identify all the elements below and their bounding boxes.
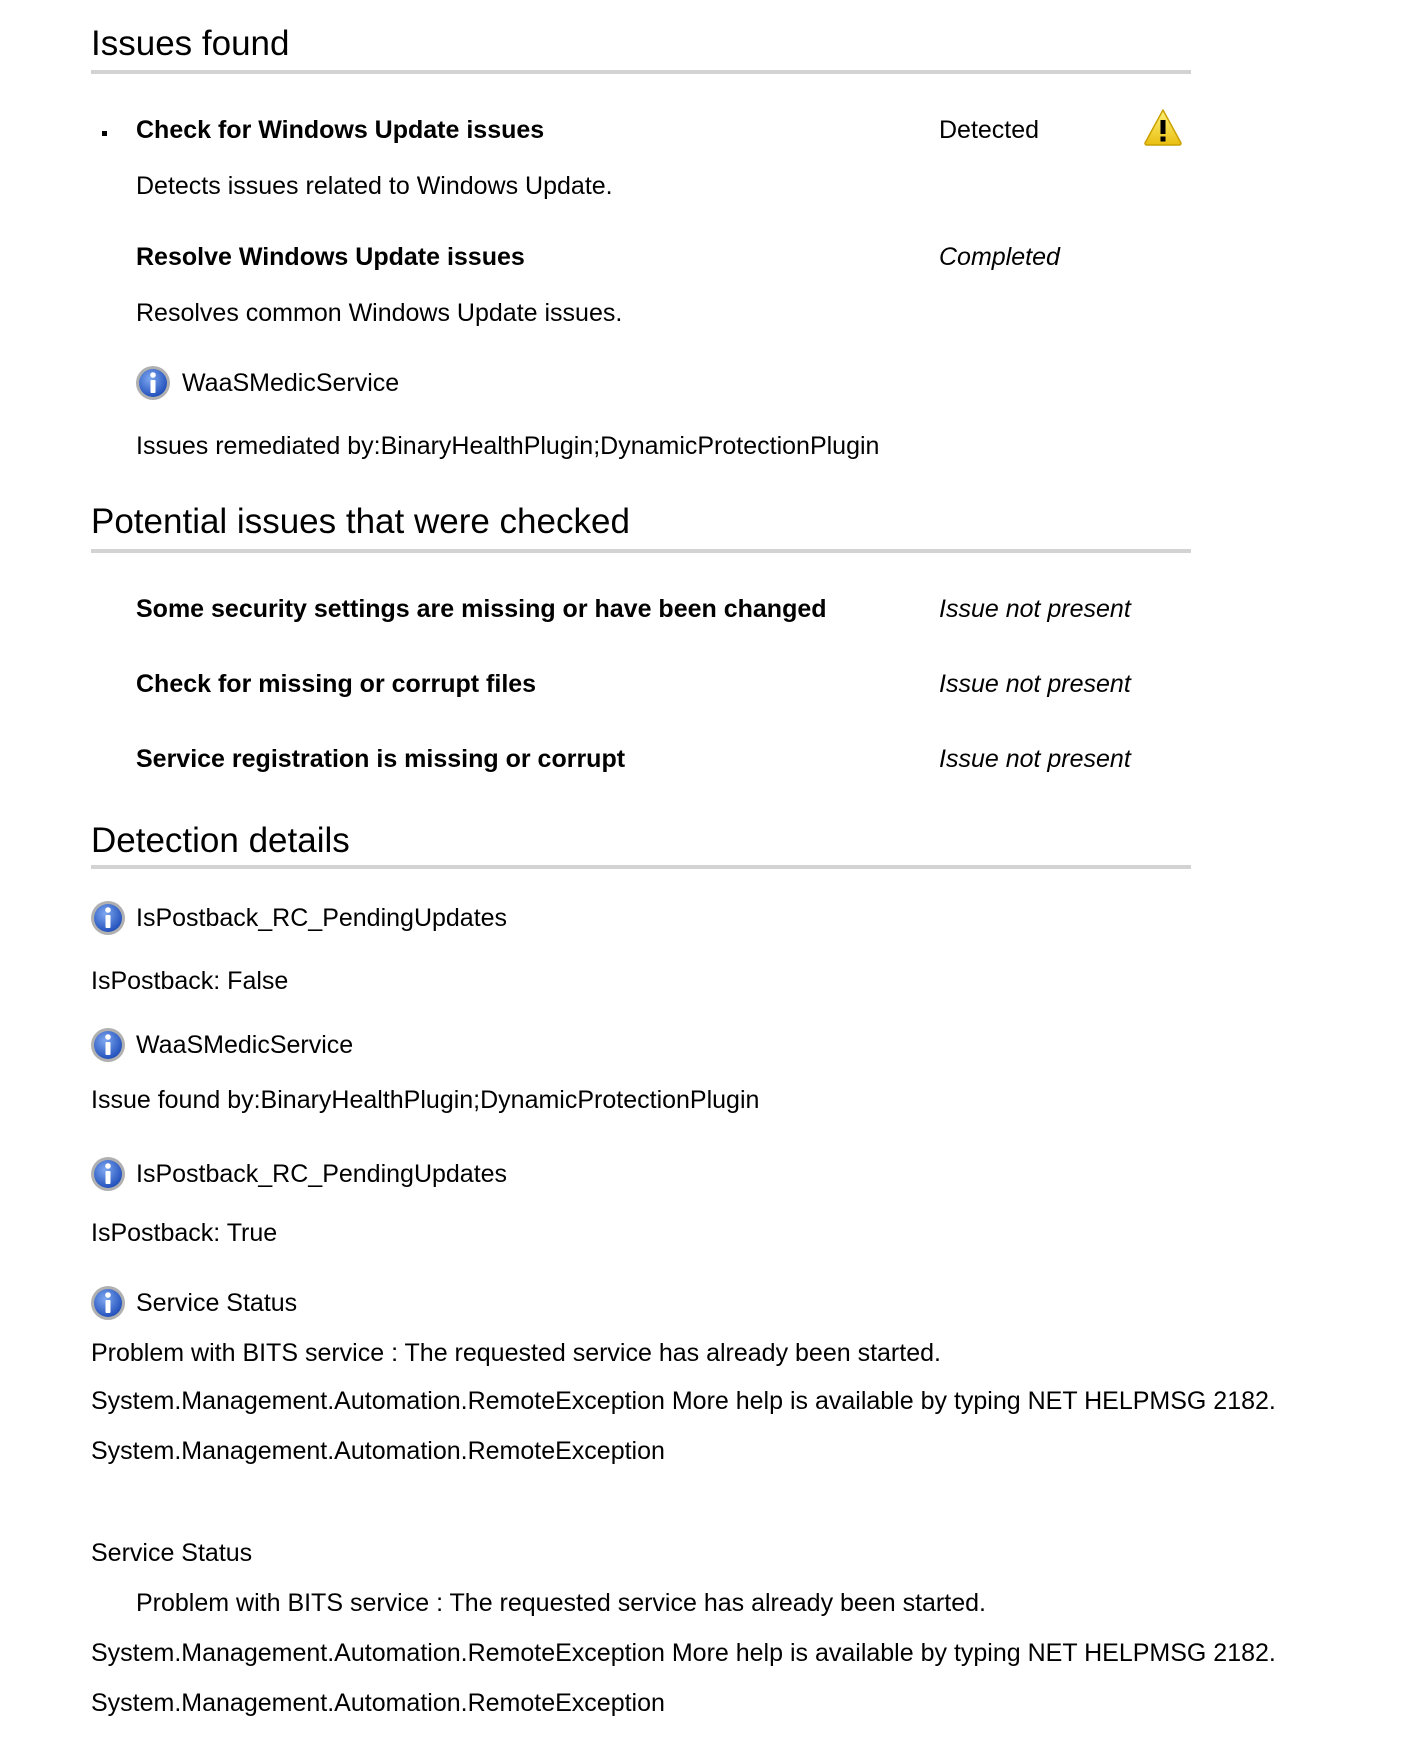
bullet-marker: [102, 131, 107, 136]
check-title: Some security settings are missing or have been changed: [136, 595, 827, 623]
info-icon: [135, 365, 171, 401]
issue-description: Detects issues related to Windows Update.: [136, 172, 613, 200]
section-divider: [91, 549, 1191, 553]
info-title: WaaSMedicService: [182, 369, 400, 397]
detail-line: System.Management.Automation.RemoteException: [91, 1437, 665, 1465]
section-divider: [91, 865, 1191, 869]
plain-block-line: Problem with BITS service : The requested service has already been started.: [136, 1589, 986, 1617]
detail-text: Issue found by:BinaryHealthPlugin;DynamicProtectionPlugin: [91, 1086, 760, 1114]
plain-block-title: Service Status: [91, 1539, 253, 1567]
check-status: Issue not present: [939, 595, 1131, 623]
plain-block-line: System.Management.Automation.RemoteException More help is available by typing NET HELPMSG 2182.: [91, 1639, 1276, 1667]
detail-title: IsPostback_RC_PendingUpdates: [136, 1160, 508, 1188]
detail-line: System.Management.Automation.RemoteException More help is available by typing NET HELPMSG 2182.: [91, 1387, 1276, 1415]
detail-title: Service Status: [136, 1289, 298, 1317]
detail-text: IsPostback: False: [91, 967, 289, 995]
check-status: Issue not present: [939, 670, 1131, 698]
issue-description: Resolves common Windows Update issues.: [136, 299, 623, 327]
issue-title: Check for Windows Update issues: [136, 116, 545, 144]
detail-title: WaaSMedicService: [136, 1031, 354, 1059]
info-icon: [90, 1156, 126, 1192]
detail-text: IsPostback: True: [91, 1219, 278, 1247]
info-icon: [90, 1027, 126, 1063]
detail-line: Problem with BITS service : The requested service has already been started.: [91, 1339, 941, 1367]
section-heading-issues-found: Issues found: [91, 24, 290, 63]
issue-status: Completed: [939, 243, 1060, 271]
info-detail: Issues remediated by:BinaryHealthPlugin;DynamicProtectionPlugin: [136, 432, 880, 460]
issue-status: Detected: [939, 116, 1040, 144]
check-title: Service registration is missing or corrupt: [136, 745, 626, 773]
section-heading-potential-issues: Potential issues that were checked: [91, 502, 630, 541]
issue-title: Resolve Windows Update issues: [136, 243, 525, 271]
info-icon: [90, 900, 126, 936]
section-heading-detection-details: Detection details: [91, 821, 350, 860]
check-status: Issue not present: [939, 745, 1131, 773]
warning-icon: [1143, 108, 1183, 146]
check-title: Check for missing or corrupt files: [136, 670, 537, 698]
section-divider: [91, 70, 1191, 74]
plain-block-line: System.Management.Automation.RemoteException: [91, 1689, 665, 1717]
info-icon: [90, 1285, 126, 1321]
detail-title: IsPostback_RC_PendingUpdates: [136, 904, 508, 932]
